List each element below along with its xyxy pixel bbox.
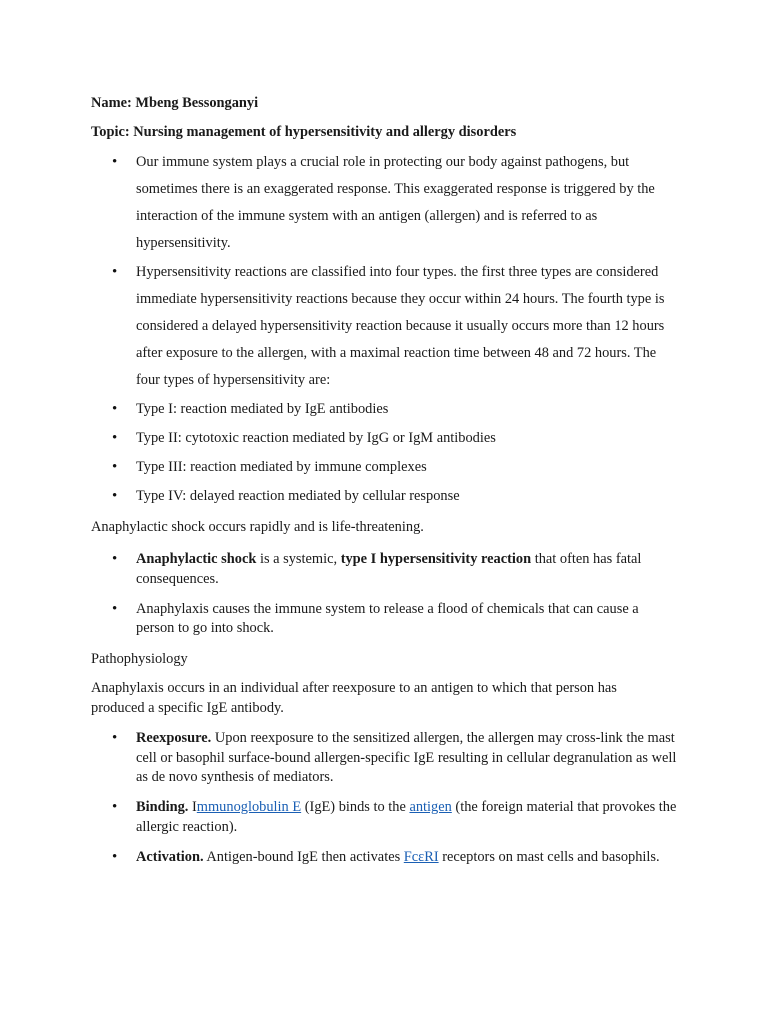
list-item (0, 848, 768, 868)
list-item: • Type IV: delayed reaction mediated by cellular response (0, 483, 768, 510)
inline-text: (the foreign material that provokes the allergic reaction). (136, 799, 677, 835)
list-item: • Our immune system plays a crucial role in protecting our body against pathogens, but sometimes there is an exaggerated response. This exaggerated response is triggered by the interaction of the immune system with an antigen (allergen) and is referred to as hypersensitivity. (0, 149, 768, 257)
bold-term: Reexposure. (136, 730, 212, 746)
list-item: • Type I: reaction mediated by IgE antibodies (0, 396, 768, 423)
inline-text: I (188, 799, 197, 815)
list-item: • Anaphylaxis causes the immune system to release a flood of chemicals that can cause a person to go into shock. (0, 600, 768, 639)
inline-text: is a systemic, (256, 551, 341, 567)
mechanism-bullet-list (0, 729, 768, 878)
topic-line (91, 122, 516, 142)
inline-text: (IgE) binds to the (301, 799, 410, 815)
shock-bullet-list (0, 550, 768, 649)
list-item: • Type II: cytotoxic reaction mediated by IgG or IgM antibodies (0, 425, 768, 452)
pathophysiology-paragraph: Anaphylaxis occurs in an individual after reexposure to an antigen to which that person has produced a specific IgE antibody. (91, 680, 617, 716)
intro-bullet-list (0, 149, 768, 512)
pathophysiology-heading: Pathophysiology (91, 651, 188, 667)
bold-term: type I hypersensitivity reaction (340, 551, 532, 567)
list-item: • Hypersensitivity reactions are classified into four types. the first three types are considered immediate hypersensitivity reactions because they occur within 24 hours. The fourth type is considered a delayed hypersensitivity reaction because it usually occurs more than 12 hours after exposure to the allergen, with a maximal reaction time between 48 and 72 hours. The four types of hypersensitivity are: (0, 259, 768, 394)
list-item (0, 550, 768, 589)
name-value: Mbeng Bessonganyi (135, 95, 259, 111)
name-label: Name: (91, 95, 132, 111)
inline-text: receptors on mast cells and basophils. (438, 848, 660, 865)
list-item (0, 798, 768, 837)
name-line (91, 93, 258, 113)
topic-label: Topic: (91, 124, 130, 140)
anaphylactic-intro: Anaphylactic shock occurs rapidly and is life-threatening. (91, 519, 424, 535)
inline-text: that often has fatal consequences. (136, 551, 642, 587)
topic-value: Nursing management of hypersensitivity and allergy disorders (133, 124, 517, 140)
inline-text: Antigen-bound IgE then activates (203, 848, 404, 865)
list-item: • Type III: reaction mediated by immune complexes (0, 454, 768, 481)
immunoglobulin-link[interactable]: mmunoglobulin E (196, 799, 302, 815)
list-item (0, 729, 768, 788)
inline-text: Upon reexposure to the sensitized allergen, the allergen may cross-link the mast cell or basophil surface-bound allergen-specific IgE resulting in cellular degranulation as well as de novo synthesis of mediators. (136, 730, 677, 785)
bold-term: Activation. (136, 848, 204, 865)
fceri-link[interactable]: FcεRI (403, 848, 439, 865)
bold-term: Binding. (136, 799, 189, 815)
antigen-link[interactable]: antigen (409, 799, 452, 815)
bold-term: Anaphylactic shock (136, 551, 257, 567)
